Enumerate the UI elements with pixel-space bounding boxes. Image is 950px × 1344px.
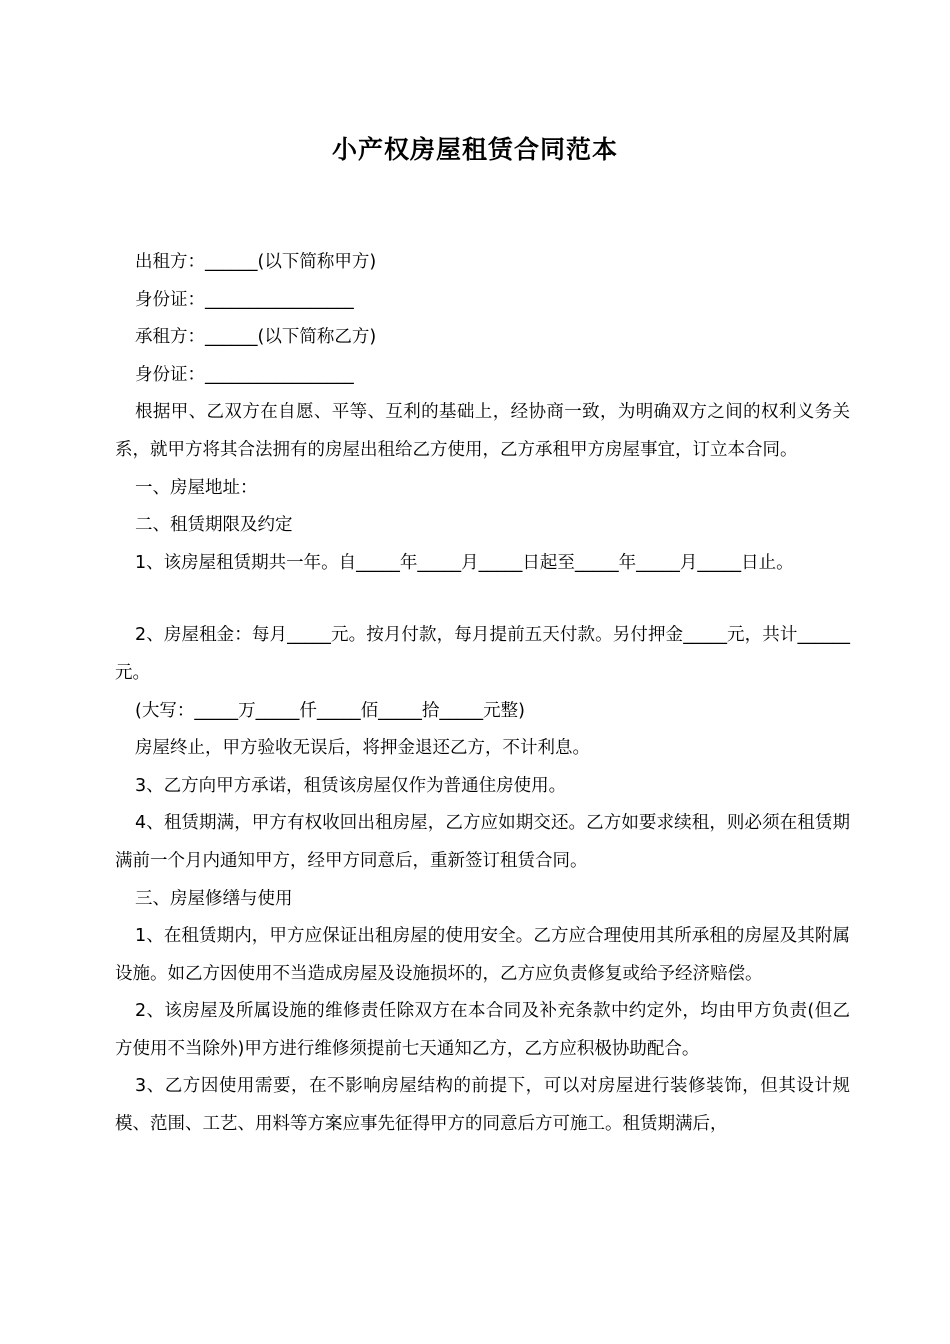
renovation-clause: 3、乙方因使用需要，在不影响房屋结构的前提下，可以对房屋进行装修装饰，但其设计规模、范围、工艺、用料等方案应事先征得甲方的同意后方可施工。租赁期满后， [115,1076,850,1135]
blank-spacer [115,582,850,617]
document-title: 小产权房屋租赁合同范本 [331,135,618,164]
section-2-heading: 二、租赁期限及约定 [135,515,293,536]
amount-in-words-line: (大写：_____万_____仟_____佰_____拾_____元整) [135,700,525,721]
term-clause: 1、该房屋租赁期共一年。自_____年_____月_____日起至_____年_____月_____日止。 [135,552,794,573]
rent-clause: 2、房屋租金：每月_____元。按月付款，每月提前五天付款。另付押金_____元，共计______元。 [115,625,850,683]
document-body [115,244,850,1144]
lessor-line: 出租方：______(以下简称甲方) [135,252,377,272]
repair-clause-2: 2、该房屋及所属设施的维修责任除双方在本合同及补充条款中约定外，均由甲方负责(但乙方使用不当除外)甲方进行维修须提前七天通知乙方，乙方应积极协助配合。 [115,1001,850,1059]
usage-promise-clause: 3、乙方向甲方承诺，租赁该房屋仅作为普通住房使用。 [135,775,567,796]
repair-clause-1: 1、在租赁期内，甲方应保证出租房屋的使用安全。乙方应合理使用其所承租的房屋及其附属设施。如乙方因使用不当造成房屋及设施损坏的，乙方应负责修复或给予经济赔偿。 [115,926,850,984]
lessee-line: 承租方：______(以下简称乙方) [135,327,377,348]
section-3-heading: 三、房屋修缮与使用 [135,888,293,909]
lessor-id-line: 身份证：_________________ [135,289,354,310]
preamble-paragraph: 根据甲、乙双方在自愿、平等、互利的基础上，经协商一致，为明确双方之间的权利义务关系，就甲方将其合法拥有的房屋出租给乙方使用，乙方承租甲方房屋事宜，订立本合同。 [115,402,850,460]
section-1-heading: 一、房屋地址： [135,477,258,498]
deposit-return-clause: 房屋终止，甲方验收无误后，将押金退还乙方，不计利息。 [135,738,590,759]
renewal-clause: 4、租赁期满，甲方有权收回出租房屋，乙方应如期交还。乙方如要求续租，则必须在租赁期满前一个月内通知甲方，经甲方同意后，重新签订租赁合同。 [115,813,850,871]
lessee-id-line: 身份证：_________________ [135,364,354,385]
